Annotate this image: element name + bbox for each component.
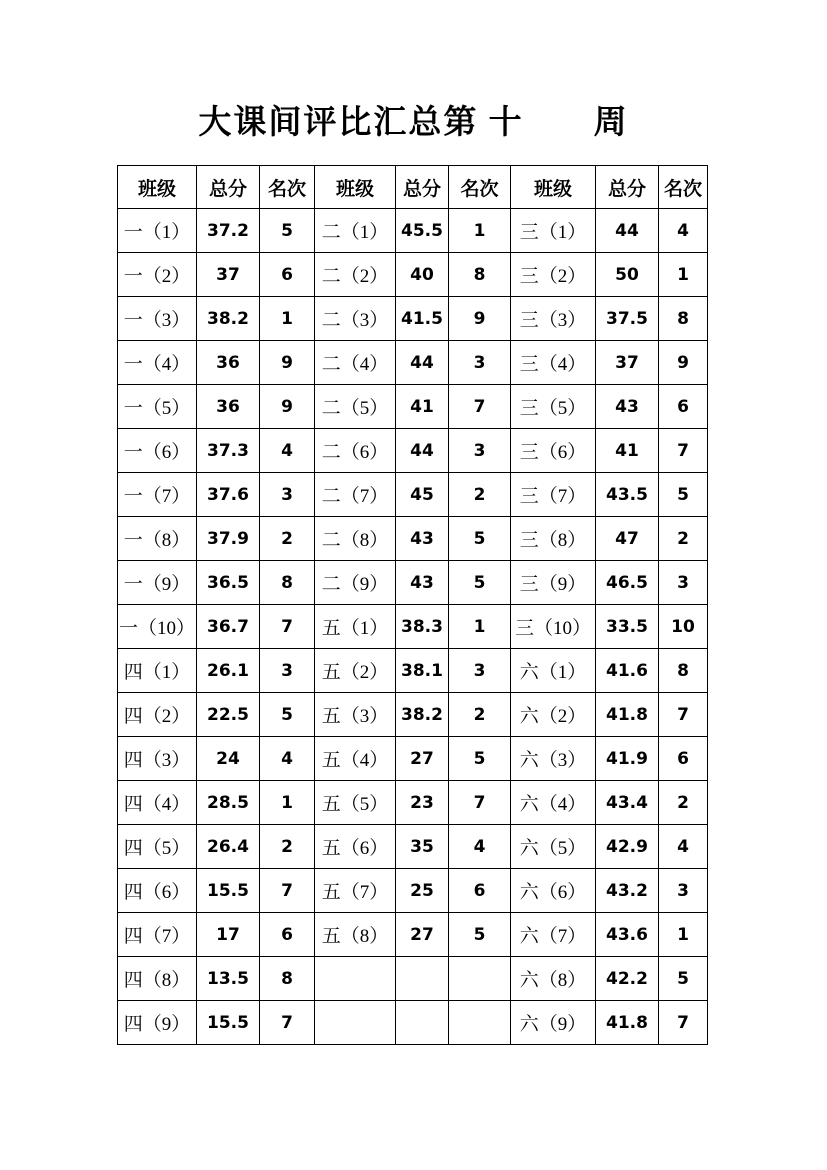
score-cell: 27 [396,737,449,781]
class-cell: 四（2） [118,693,197,737]
rank-cell: 9 [260,341,315,385]
class-cell: 二（3） [315,297,396,341]
rank-cell: 1 [260,297,315,341]
rank-cell: 8 [260,957,315,1001]
rank-cell: 9 [260,385,315,429]
table-row [118,209,708,253]
class-cell: 四（5） [118,825,197,869]
table-row [118,253,708,297]
table-row [118,385,708,429]
rank-cell: 4 [659,825,708,869]
score-cell: 37.6 [197,473,260,517]
rank-cell: 5 [449,737,511,781]
class-cell: 三（9） [511,561,596,605]
class-cell: 四（1） [118,649,197,693]
class-cell: 一（3） [118,297,197,341]
class-cell: 五（7） [315,869,396,913]
class-cell: 五（1） [315,605,396,649]
class-cell: 五（5） [315,781,396,825]
score-cell: 25 [396,869,449,913]
class-cell: 三（8） [511,517,596,561]
score-cell: 41.8 [596,1001,659,1045]
score-cell: 26.1 [197,649,260,693]
rank-cell: 2 [659,517,708,561]
table-row [118,957,708,1001]
score-cell: 36.5 [197,561,260,605]
score-cell: 41.5 [396,297,449,341]
rank-cell: 7 [659,429,708,473]
score-cell: 22.5 [197,693,260,737]
rank-cell: 10 [659,605,708,649]
class-cell: 一（6） [118,429,197,473]
score-cell: 43 [396,561,449,605]
score-cell: 43.2 [596,869,659,913]
class-cell: 三（7） [511,473,596,517]
rank-cell: 5 [659,957,708,1001]
score-cell: 26.4 [197,825,260,869]
column-header-class-2: 班级 [315,166,396,209]
rank-cell: 1 [659,913,708,957]
class-cell: 二（7） [315,473,396,517]
score-cell: 37.2 [197,209,260,253]
rank-cell: 4 [260,429,315,473]
rank-cell: 3 [449,649,511,693]
score-cell: 43 [396,517,449,561]
class-cell [315,957,396,1001]
class-cell: 五（4） [315,737,396,781]
rank-cell: 6 [260,253,315,297]
table-row [118,297,708,341]
table-row [118,561,708,605]
score-cell: 37.9 [197,517,260,561]
table-row [118,473,708,517]
score-cell: 41.8 [596,693,659,737]
class-cell: 一（9） [118,561,197,605]
class-cell: 五（3） [315,693,396,737]
score-cell: 42.2 [596,957,659,1001]
rank-cell: 8 [659,297,708,341]
rank-cell: 1 [260,781,315,825]
rank-cell: 5 [449,561,511,605]
score-cell: 40 [396,253,449,297]
score-cell: 37 [197,253,260,297]
score-cell: 36.7 [197,605,260,649]
score-cell: 47 [596,517,659,561]
score-cell: 23 [396,781,449,825]
class-cell: 一（10） [118,605,197,649]
class-cell: 六（3） [511,737,596,781]
rank-cell: 7 [659,1001,708,1045]
rank-cell: 5 [260,693,315,737]
score-cell: 44 [396,341,449,385]
rank-cell: 4 [260,737,315,781]
rank-cell: 9 [659,341,708,385]
column-header-rank-2: 名次 [449,166,511,209]
class-cell: 六（9） [511,1001,596,1045]
rank-cell: 7 [260,869,315,913]
class-cell: 六（2） [511,693,596,737]
class-cell: 一（5） [118,385,197,429]
score-cell: 41 [596,429,659,473]
score-cell: 36 [197,385,260,429]
rank-cell: 2 [260,825,315,869]
score-cell: 43 [596,385,659,429]
class-cell: 三（4） [511,341,596,385]
table-row [118,649,708,693]
score-cell: 43.6 [596,913,659,957]
table-row [118,737,708,781]
column-header-rank-1: 名次 [260,166,315,209]
score-cell: 28.5 [197,781,260,825]
score-cell: 43.4 [596,781,659,825]
rank-cell: 3 [260,473,315,517]
evaluation-summary-table [117,165,708,1045]
rank-cell: 7 [260,605,315,649]
rank-cell [449,1001,511,1045]
table-row [118,429,708,473]
score-cell: 37.3 [197,429,260,473]
class-cell: 一（2） [118,253,197,297]
rank-cell: 5 [449,913,511,957]
rank-cell: 8 [449,253,511,297]
rank-cell: 1 [449,209,511,253]
class-cell: 二（9） [315,561,396,605]
rank-cell: 7 [449,385,511,429]
table-row [118,869,708,913]
class-cell: 六（8） [511,957,596,1001]
rank-cell: 6 [659,737,708,781]
class-cell: 五（8） [315,913,396,957]
class-cell: 三（6） [511,429,596,473]
rank-cell: 3 [449,341,511,385]
class-cell: 一（4） [118,341,197,385]
score-cell: 37.5 [596,297,659,341]
score-cell: 38.1 [396,649,449,693]
rank-cell: 5 [449,517,511,561]
rank-cell: 7 [260,1001,315,1045]
class-cell: 三（5） [511,385,596,429]
rank-cell: 1 [449,605,511,649]
rank-cell: 5 [659,473,708,517]
rank-cell: 8 [260,561,315,605]
column-header-class-3: 班级 [511,166,596,209]
header-row [118,166,708,209]
rank-cell: 3 [260,649,315,693]
class-cell: 一（7） [118,473,197,517]
table-row [118,517,708,561]
rank-cell: 3 [659,561,708,605]
score-cell: 38.2 [396,693,449,737]
rank-cell: 6 [260,913,315,957]
column-header-rank-3: 名次 [659,166,708,209]
table-row [118,825,708,869]
class-cell: 四（8） [118,957,197,1001]
table-row [118,605,708,649]
score-cell: 44 [596,209,659,253]
column-header-score-3: 总分 [596,166,659,209]
class-cell: 六（4） [511,781,596,825]
class-cell: 六（1） [511,649,596,693]
class-cell: 三（1） [511,209,596,253]
class-cell: 五（2） [315,649,396,693]
class-cell: 五（6） [315,825,396,869]
table-row [118,693,708,737]
class-cell: 四（6） [118,869,197,913]
table-row [118,913,708,957]
rank-cell: 4 [659,209,708,253]
rank-cell [449,957,511,1001]
rank-cell: 9 [449,297,511,341]
score-cell: 41.6 [596,649,659,693]
score-cell: 41.9 [596,737,659,781]
class-cell: 二（2） [315,253,396,297]
score-cell: 41 [396,385,449,429]
score-cell: 13.5 [197,957,260,1001]
class-cell: 四（3） [118,737,197,781]
score-cell: 17 [197,913,260,957]
class-cell: 三（2） [511,253,596,297]
class-cell: 三（10） [511,605,596,649]
class-cell: 二（5） [315,385,396,429]
score-cell: 45.5 [396,209,449,253]
class-cell: 四（9） [118,1001,197,1045]
rank-cell: 3 [449,429,511,473]
rank-cell: 1 [659,253,708,297]
score-cell [396,957,449,1001]
document-title: 大课间评比汇总第 十 周 [198,105,629,141]
score-cell: 38.2 [197,297,260,341]
column-header-class-1: 班级 [118,166,197,209]
score-cell [396,1001,449,1045]
score-cell: 38.3 [396,605,449,649]
rank-cell: 2 [659,781,708,825]
class-cell [315,1001,396,1045]
rank-cell: 6 [659,385,708,429]
rank-cell: 2 [260,517,315,561]
class-cell: 四（7） [118,913,197,957]
class-cell: 二（6） [315,429,396,473]
rank-cell: 3 [659,869,708,913]
score-cell: 37 [596,341,659,385]
class-cell: 二（4） [315,341,396,385]
rank-cell: 4 [449,825,511,869]
column-header-score-2: 总分 [396,166,449,209]
score-cell: 24 [197,737,260,781]
class-cell: 三（3） [511,297,596,341]
class-cell: 六（7） [511,913,596,957]
score-cell: 27 [396,913,449,957]
column-header-score-1: 总分 [197,166,260,209]
score-cell: 35 [396,825,449,869]
table-row [118,1001,708,1045]
rank-cell: 6 [449,869,511,913]
score-cell: 45 [396,473,449,517]
class-cell: 六（5） [511,825,596,869]
class-cell: 二（1） [315,209,396,253]
class-cell: 四（4） [118,781,197,825]
rank-cell: 7 [659,693,708,737]
table-row [118,781,708,825]
score-cell: 50 [596,253,659,297]
rank-cell: 5 [260,209,315,253]
score-cell: 36 [197,341,260,385]
score-cell: 15.5 [197,869,260,913]
class-cell: 六（6） [511,869,596,913]
rank-cell: 8 [659,649,708,693]
score-cell: 46.5 [596,561,659,605]
table-body [118,209,708,1045]
score-cell: 43.5 [596,473,659,517]
score-cell: 15.5 [197,1001,260,1045]
class-cell: 一（8） [118,517,197,561]
table-row [118,341,708,385]
rank-cell: 2 [449,473,511,517]
class-cell: 二（8） [315,517,396,561]
class-cell: 一（1） [118,209,197,253]
score-cell: 33.5 [596,605,659,649]
rank-cell: 7 [449,781,511,825]
rank-cell: 2 [449,693,511,737]
score-cell: 44 [396,429,449,473]
score-cell: 42.9 [596,825,659,869]
